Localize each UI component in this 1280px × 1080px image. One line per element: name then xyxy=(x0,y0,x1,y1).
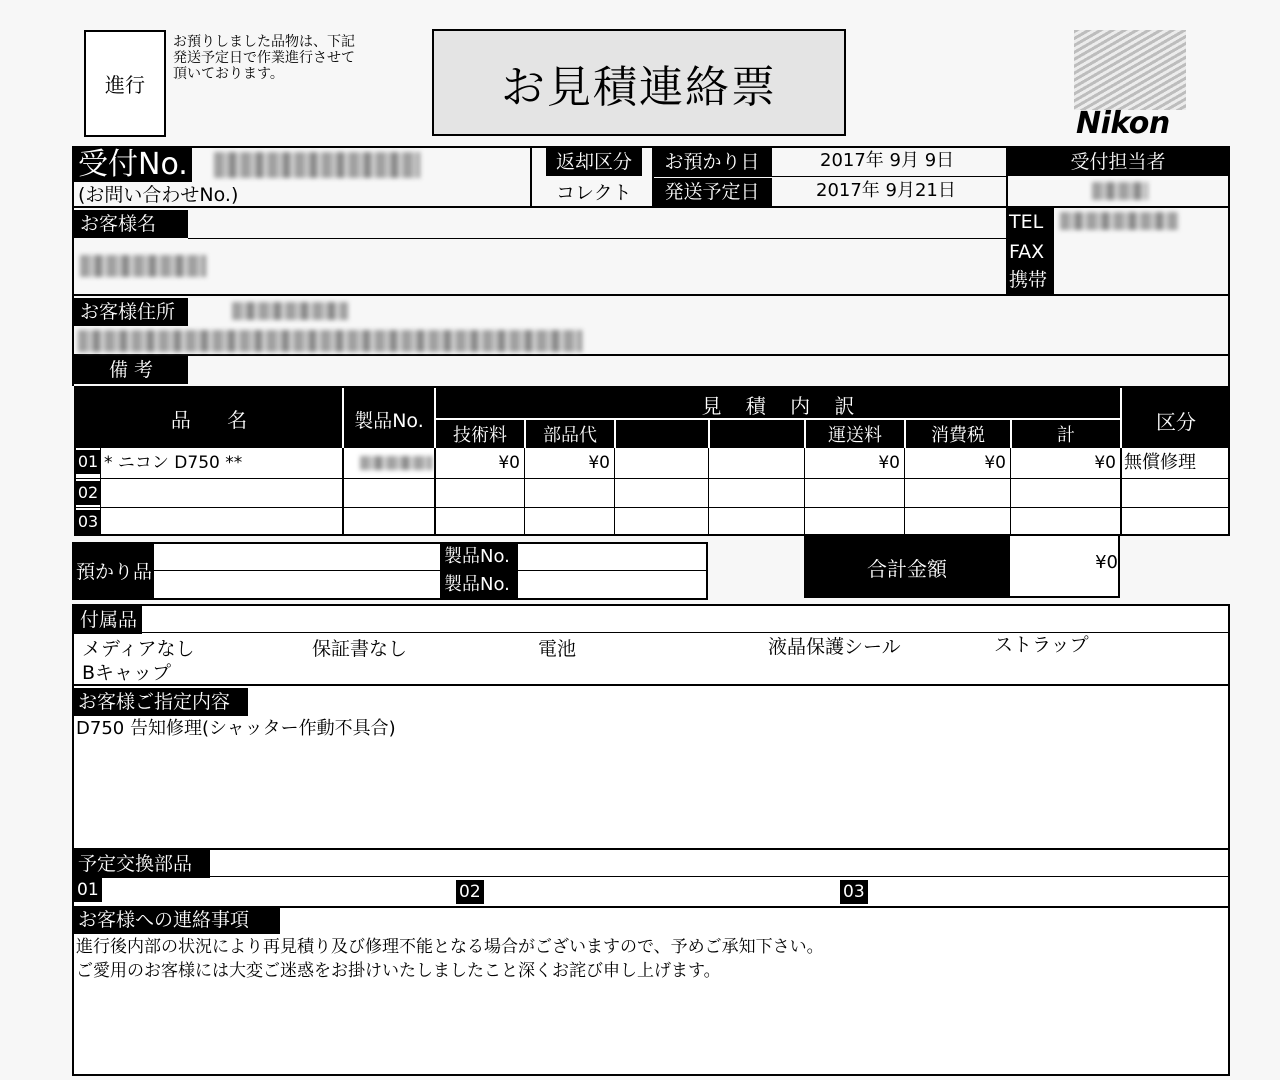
header-tax: 消費税 xyxy=(931,425,985,446)
replacement-slot: 03 xyxy=(840,880,868,904)
replacement-parts-label: 予定交換部品 xyxy=(72,850,210,878)
receipt-no-label: 受付No. xyxy=(74,148,192,182)
accessory-item: 液晶保護シール xyxy=(768,636,901,658)
customer-request-text: D750 告知修理(シャッター作動不具合) xyxy=(76,718,396,739)
page-title: お見積連絡票 xyxy=(501,61,777,113)
row-number: 03 xyxy=(76,510,100,534)
header-breakdown: 見 積 内 訳 xyxy=(701,394,855,418)
accessory-item: Bキャップ xyxy=(82,662,172,684)
header-product-no: 製品No. xyxy=(354,410,424,432)
staff-label: 受付担当者 xyxy=(1006,148,1230,176)
table-row xyxy=(76,448,1230,478)
deposit-box xyxy=(72,542,708,600)
return-type-label: 返却区分 xyxy=(546,148,642,176)
ship-date-value: 2017年 9月21日 xyxy=(816,180,956,201)
grand-total-label-box xyxy=(804,536,1010,598)
header-parts-fee: 部品代 xyxy=(543,425,597,446)
accessory-item: 保証書なし xyxy=(312,638,408,660)
staff-name-redacted xyxy=(1092,182,1148,200)
row-number: 02 xyxy=(76,481,100,505)
contact-label: お客様への連絡事項 xyxy=(72,906,280,934)
status-label: 進行 xyxy=(105,73,145,97)
table-row xyxy=(76,479,1230,507)
contact-line: 進行後内部の状況により再見積り及び修理不能となる場合がございますので、予めご承知下さい。 xyxy=(76,937,824,957)
address-label: お客様住所 xyxy=(74,298,188,326)
table-row xyxy=(76,508,1230,536)
row-product-no-redacted xyxy=(360,456,432,470)
accessories-label: 付属品 xyxy=(74,606,142,634)
row-parts-fee: ¥0 xyxy=(588,453,610,473)
status-box xyxy=(84,30,166,137)
row-total: ¥0 xyxy=(1094,453,1116,473)
received-date-value: 2017年 9月 9日 xyxy=(820,150,955,171)
tel-redacted xyxy=(1060,212,1178,230)
inquiry-no-label: (お問い合わせNo.) xyxy=(78,184,239,206)
contact-line: ご愛用のお客様には大変ご迷惑をお掛けいたしましたこと深くお詫び申し上げます。 xyxy=(76,961,721,981)
ship-date-label: 発送予定日 xyxy=(652,178,772,206)
address-redacted xyxy=(78,330,582,352)
accessory-item: 電池 xyxy=(538,638,577,660)
header-item-name: 品 名 xyxy=(170,408,248,432)
tel-label: TEL xyxy=(1009,211,1044,233)
return-type-value: コレクト xyxy=(556,182,632,204)
estimate-table xyxy=(74,386,1230,536)
mobile-label: 携帯 xyxy=(1009,269,1048,291)
header-category: 区分 xyxy=(1156,410,1196,434)
nikon-logo: Nikon xyxy=(1074,30,1186,140)
accessory-item: メディアなし xyxy=(82,638,195,660)
header-shipping: 運送料 xyxy=(828,425,882,446)
row-number: 01 xyxy=(76,450,100,474)
customer-name-label: お客様名 xyxy=(74,210,188,238)
replacement-slot: 02 xyxy=(456,880,484,904)
customer-request-label: お客様ご指定内容 xyxy=(72,688,248,716)
receipt-no-redacted xyxy=(214,152,420,178)
received-date-label: お預かり日 xyxy=(652,148,772,176)
notice-text: お預りしました品物は、下記 発送予定日で作業進行させて 頂いております。 xyxy=(173,34,355,82)
grand-total-value: ¥0 xyxy=(1095,552,1118,573)
title-box xyxy=(432,29,846,136)
postal-code-redacted xyxy=(232,302,348,320)
customer-name-redacted xyxy=(80,255,206,277)
deposit-label: 預かり品 xyxy=(76,561,153,583)
header-total: 計 xyxy=(1057,425,1075,446)
deposit-product-no-label-1: 製品No. xyxy=(444,546,510,567)
row-item: * ニコン D750 ** xyxy=(104,453,243,473)
row-technical-fee: ¥0 xyxy=(498,453,520,473)
row-shipping: ¥0 xyxy=(878,453,900,473)
row-category: 無償修理 xyxy=(1124,452,1196,473)
fax-label: FAX xyxy=(1009,241,1045,263)
header-technical-fee: 技術料 xyxy=(453,425,507,446)
accessory-item: ストラップ xyxy=(994,634,1089,656)
deposit-product-no-label-2: 製品No. xyxy=(444,574,510,595)
remarks-label: 備 考 xyxy=(74,356,188,384)
row-tax: ¥0 xyxy=(984,453,1006,473)
grand-total-label: 合計金額 xyxy=(867,556,947,581)
replacement-slot: 01 xyxy=(74,878,102,902)
